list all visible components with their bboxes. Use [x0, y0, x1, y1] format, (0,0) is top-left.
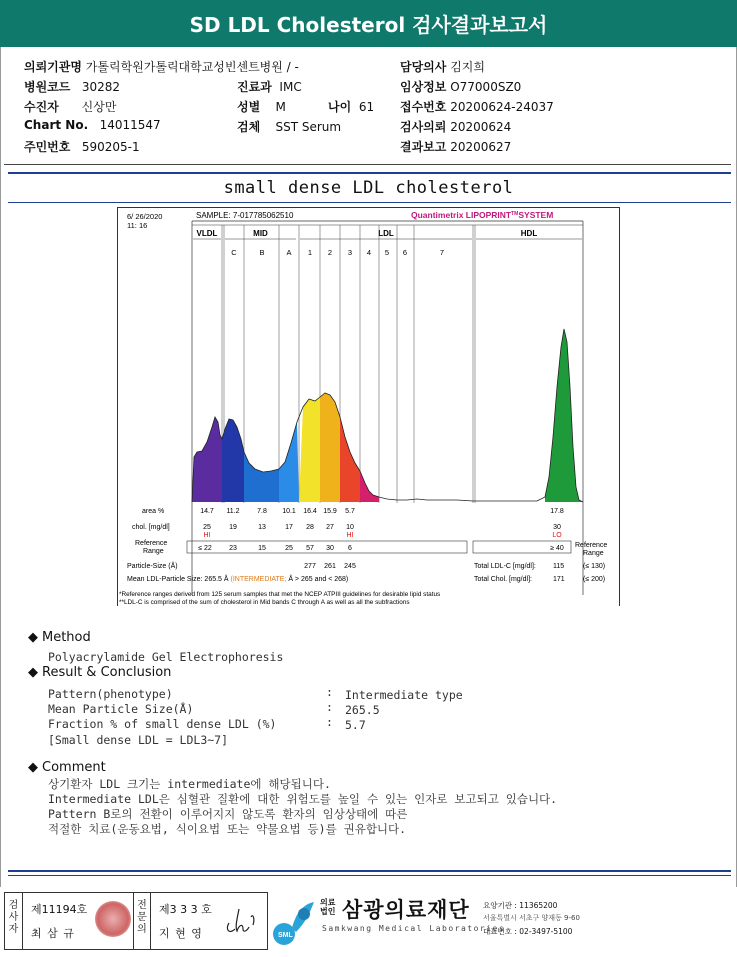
result-size-value: 265.5: [345, 703, 380, 717]
reference-value: 25: [285, 545, 293, 552]
chol-value: 28: [306, 524, 314, 531]
band-label: B: [259, 248, 265, 257]
report-title-bar: [0, 0, 737, 47]
total-chol-ref: (≤ 200): [583, 576, 606, 583]
reference-label: Reference: [575, 542, 608, 549]
sample-id: SAMPLE: 7-017785062510: [196, 211, 294, 220]
particle-size-label: Particle-Size (Å): [127, 563, 178, 570]
chol-value: 19: [229, 524, 237, 531]
result-fraction-value: 5.7: [345, 718, 366, 732]
area-value: 10.1: [282, 508, 296, 515]
examiner-name: 최 삼 규: [31, 927, 75, 940]
result-colon: :: [326, 715, 333, 729]
mean-size-type: (INTERMEDIATE;: [230, 576, 287, 583]
band-label: 7: [439, 248, 445, 257]
chart-footnote: **LDL-C is comprised of the sum of cholesterol in Mid bands C through A as well as all the subfractions: [119, 599, 410, 606]
result-pattern-value: Intermediate type: [345, 688, 463, 702]
flag-label: HI: [203, 532, 211, 539]
report-main-title: SD LDL Cholesterol 검사결과보고서: [189, 13, 548, 37]
area-value: 17.8: [550, 508, 564, 515]
chart-number: Chart No. 14011547: [24, 118, 161, 132]
diamond-bullet-icon: ◆: [28, 630, 38, 645]
lipoprint-chart: [117, 207, 620, 606]
org-name: 삼광의료재단: [342, 898, 470, 922]
bottom-rule: [8, 870, 731, 872]
patient-age: 나이 61: [328, 100, 375, 114]
org-phone: 대표번호 : 02-3497-5100: [483, 927, 573, 936]
specialist-label: 전문의: [133, 893, 151, 949]
result-colon: :: [326, 700, 333, 714]
org-type: 의료 법인: [320, 898, 336, 916]
reference-label: Reference: [135, 540, 168, 547]
patient-name: 수진자 신상만: [24, 100, 117, 114]
request-date: 검사의뢰 20200624: [400, 120, 512, 134]
reference-value: 15: [258, 545, 266, 552]
band-label: 4: [366, 248, 372, 257]
chol-value: 17: [285, 524, 293, 531]
reference-value: 23: [229, 545, 237, 552]
mean-particle-size: [127, 574, 348, 583]
report-date: 결과보고 20200627: [400, 140, 512, 154]
bottom-rule-thin: [8, 875, 731, 876]
band-label: 5: [384, 248, 390, 257]
total-ldl-label: Total LDL-C [mg/dl]:: [474, 563, 536, 570]
band-label: 3: [347, 248, 353, 257]
institution-number: 요양기관 : 11365200: [483, 901, 558, 910]
footer: [4, 892, 733, 952]
comment-line: Intermediate LDL은 심혈관 질환에 대한 위험도를 높일 수 있는 인자로 보고되고 있습니다.: [48, 792, 558, 806]
area-value: 14.7: [200, 508, 214, 515]
specimen-type: 검체 SST Serum: [237, 120, 342, 134]
result-fraction-label: Fraction % of small dense LDL (%): [48, 717, 277, 731]
band-label: 2: [327, 248, 333, 257]
sml-logo-icon: [270, 894, 320, 946]
comment-line: 상기환자 LDL 크기는 intermediate에 해당됩니다.: [48, 777, 331, 791]
chol-value: 27: [326, 524, 334, 531]
chart-date: 6/ 26/2020: [127, 212, 163, 221]
reference-label: Range: [143, 548, 164, 555]
result-colon: :: [326, 685, 333, 699]
flag-label: HI: [346, 532, 354, 539]
top-rule: [8, 172, 731, 174]
specialist-signature: [221, 903, 261, 939]
reference-value: ≤ 22: [198, 545, 212, 552]
signature-box: [4, 892, 268, 950]
chart-footnote: *Reference ranges derived from 125 serum samples that met the NCEP ATPIII guidelines for desirable lipid status: [119, 591, 441, 598]
specialist-license: 제3 3 3 호: [159, 903, 212, 916]
hospital-code: 병원코드 30282: [24, 80, 121, 94]
title-underline: [8, 202, 731, 203]
reference-label: Range: [583, 550, 604, 557]
result-pattern-label: Pattern(phenotype): [48, 687, 173, 701]
group-label: MID: [253, 229, 268, 238]
org-address: 서울특별시 서초구 양재동 9-60: [483, 914, 580, 922]
chol-value: 25: [203, 524, 211, 531]
chart-time: 11: 16: [127, 221, 148, 230]
total-chol-label: Total Chol. [mg/dl]:: [474, 576, 532, 583]
total-chol-value: 171: [553, 576, 565, 583]
reference-value: 30: [326, 545, 334, 552]
chart-title: small dense LDL cholesterol: [223, 178, 514, 198]
area-value: 16.4: [303, 508, 317, 515]
reference-value: 57: [306, 545, 314, 552]
group-label: VLDL: [196, 229, 218, 238]
attending-physician: 담당의사 김지희: [400, 60, 485, 74]
reference-value: 6: [348, 545, 352, 552]
particle-size-value: 245: [344, 563, 356, 570]
method-heading: ◆ Method: [28, 630, 91, 645]
result-heading: ◆ Result & Conclusion: [28, 665, 172, 680]
diamond-bullet-icon: ◆: [28, 760, 38, 775]
area-value: 5.7: [345, 508, 355, 515]
specialist-name: 지 현 영: [159, 927, 203, 940]
chol-row-label: chol. [mg/dl]: [132, 524, 170, 531]
accession-number: 접수번호 20200624-24037: [400, 100, 554, 114]
chol-value: 30: [553, 524, 561, 531]
area-value: 11.2: [226, 508, 240, 515]
particle-size-value: 277: [304, 563, 316, 570]
resident-number: 주민번호 590205-1: [24, 140, 140, 154]
clinical-info: 임상정보 O77000SZ0: [400, 80, 522, 94]
comment-line: Pattern B로의 전환이 이루어지지 않도록 환자의 임상상태에 따른: [48, 807, 408, 821]
group-label: LDL: [378, 229, 394, 238]
examiner-seal: [95, 901, 131, 937]
result-note: [Small dense LDL = LDL3~7]: [48, 733, 229, 747]
examiner-label: 검사자: [5, 893, 23, 949]
patient-info: [4, 52, 731, 165]
band-fill: [320, 393, 340, 502]
area-row-label: area %: [142, 508, 165, 515]
total-ldl-value: 115: [553, 563, 565, 570]
comment-heading: ◆ Comment: [28, 760, 106, 775]
sml-logo-text: SML: [278, 932, 293, 939]
referring-institution: 의뢰기관명 가톨릭학원가톨릭대학교성빈센트병원 / -: [24, 60, 299, 74]
band-label: C: [231, 248, 237, 257]
patient-sex: 성별 M: [237, 100, 286, 114]
method-text: Polyacrylamide Gel Electrophoresis: [48, 650, 284, 664]
total-ldl-ref: (≤ 130): [583, 563, 606, 570]
flag-label: LO: [552, 532, 562, 539]
particle-size-value: 261: [324, 563, 336, 570]
system-name: Quantimetrix LIPOPRINT™SYSTEM: [411, 210, 554, 220]
band-label: 6: [402, 248, 408, 257]
comment-line: 적절한 치료(운동요법, 식이요법 또는 약물요법 등)를 권유합니다.: [48, 822, 407, 836]
mean-size-range: Å > 265 and < 268): [286, 576, 349, 583]
band-label: A: [286, 248, 292, 257]
area-value: 15.9: [323, 508, 337, 515]
department: 진료과 IMC: [237, 80, 302, 94]
result-size-label: Mean Particle Size(Å): [48, 702, 194, 716]
chol-value: 10: [346, 524, 354, 531]
examiner-license: 제11194호: [31, 903, 88, 916]
chol-value: 13: [258, 524, 266, 531]
group-label: HDL: [520, 229, 538, 238]
reference-value: ≥ 40: [550, 545, 564, 552]
org-english-name: Samkwang Medical Laboratories: [322, 924, 506, 933]
area-value: 7.8: [257, 508, 267, 515]
band-label: 1: [307, 248, 313, 257]
diamond-bullet-icon: ◆: [28, 665, 38, 680]
mean-size-text: Mean LDL-Particle Size: 265.5 Å: [127, 576, 231, 583]
